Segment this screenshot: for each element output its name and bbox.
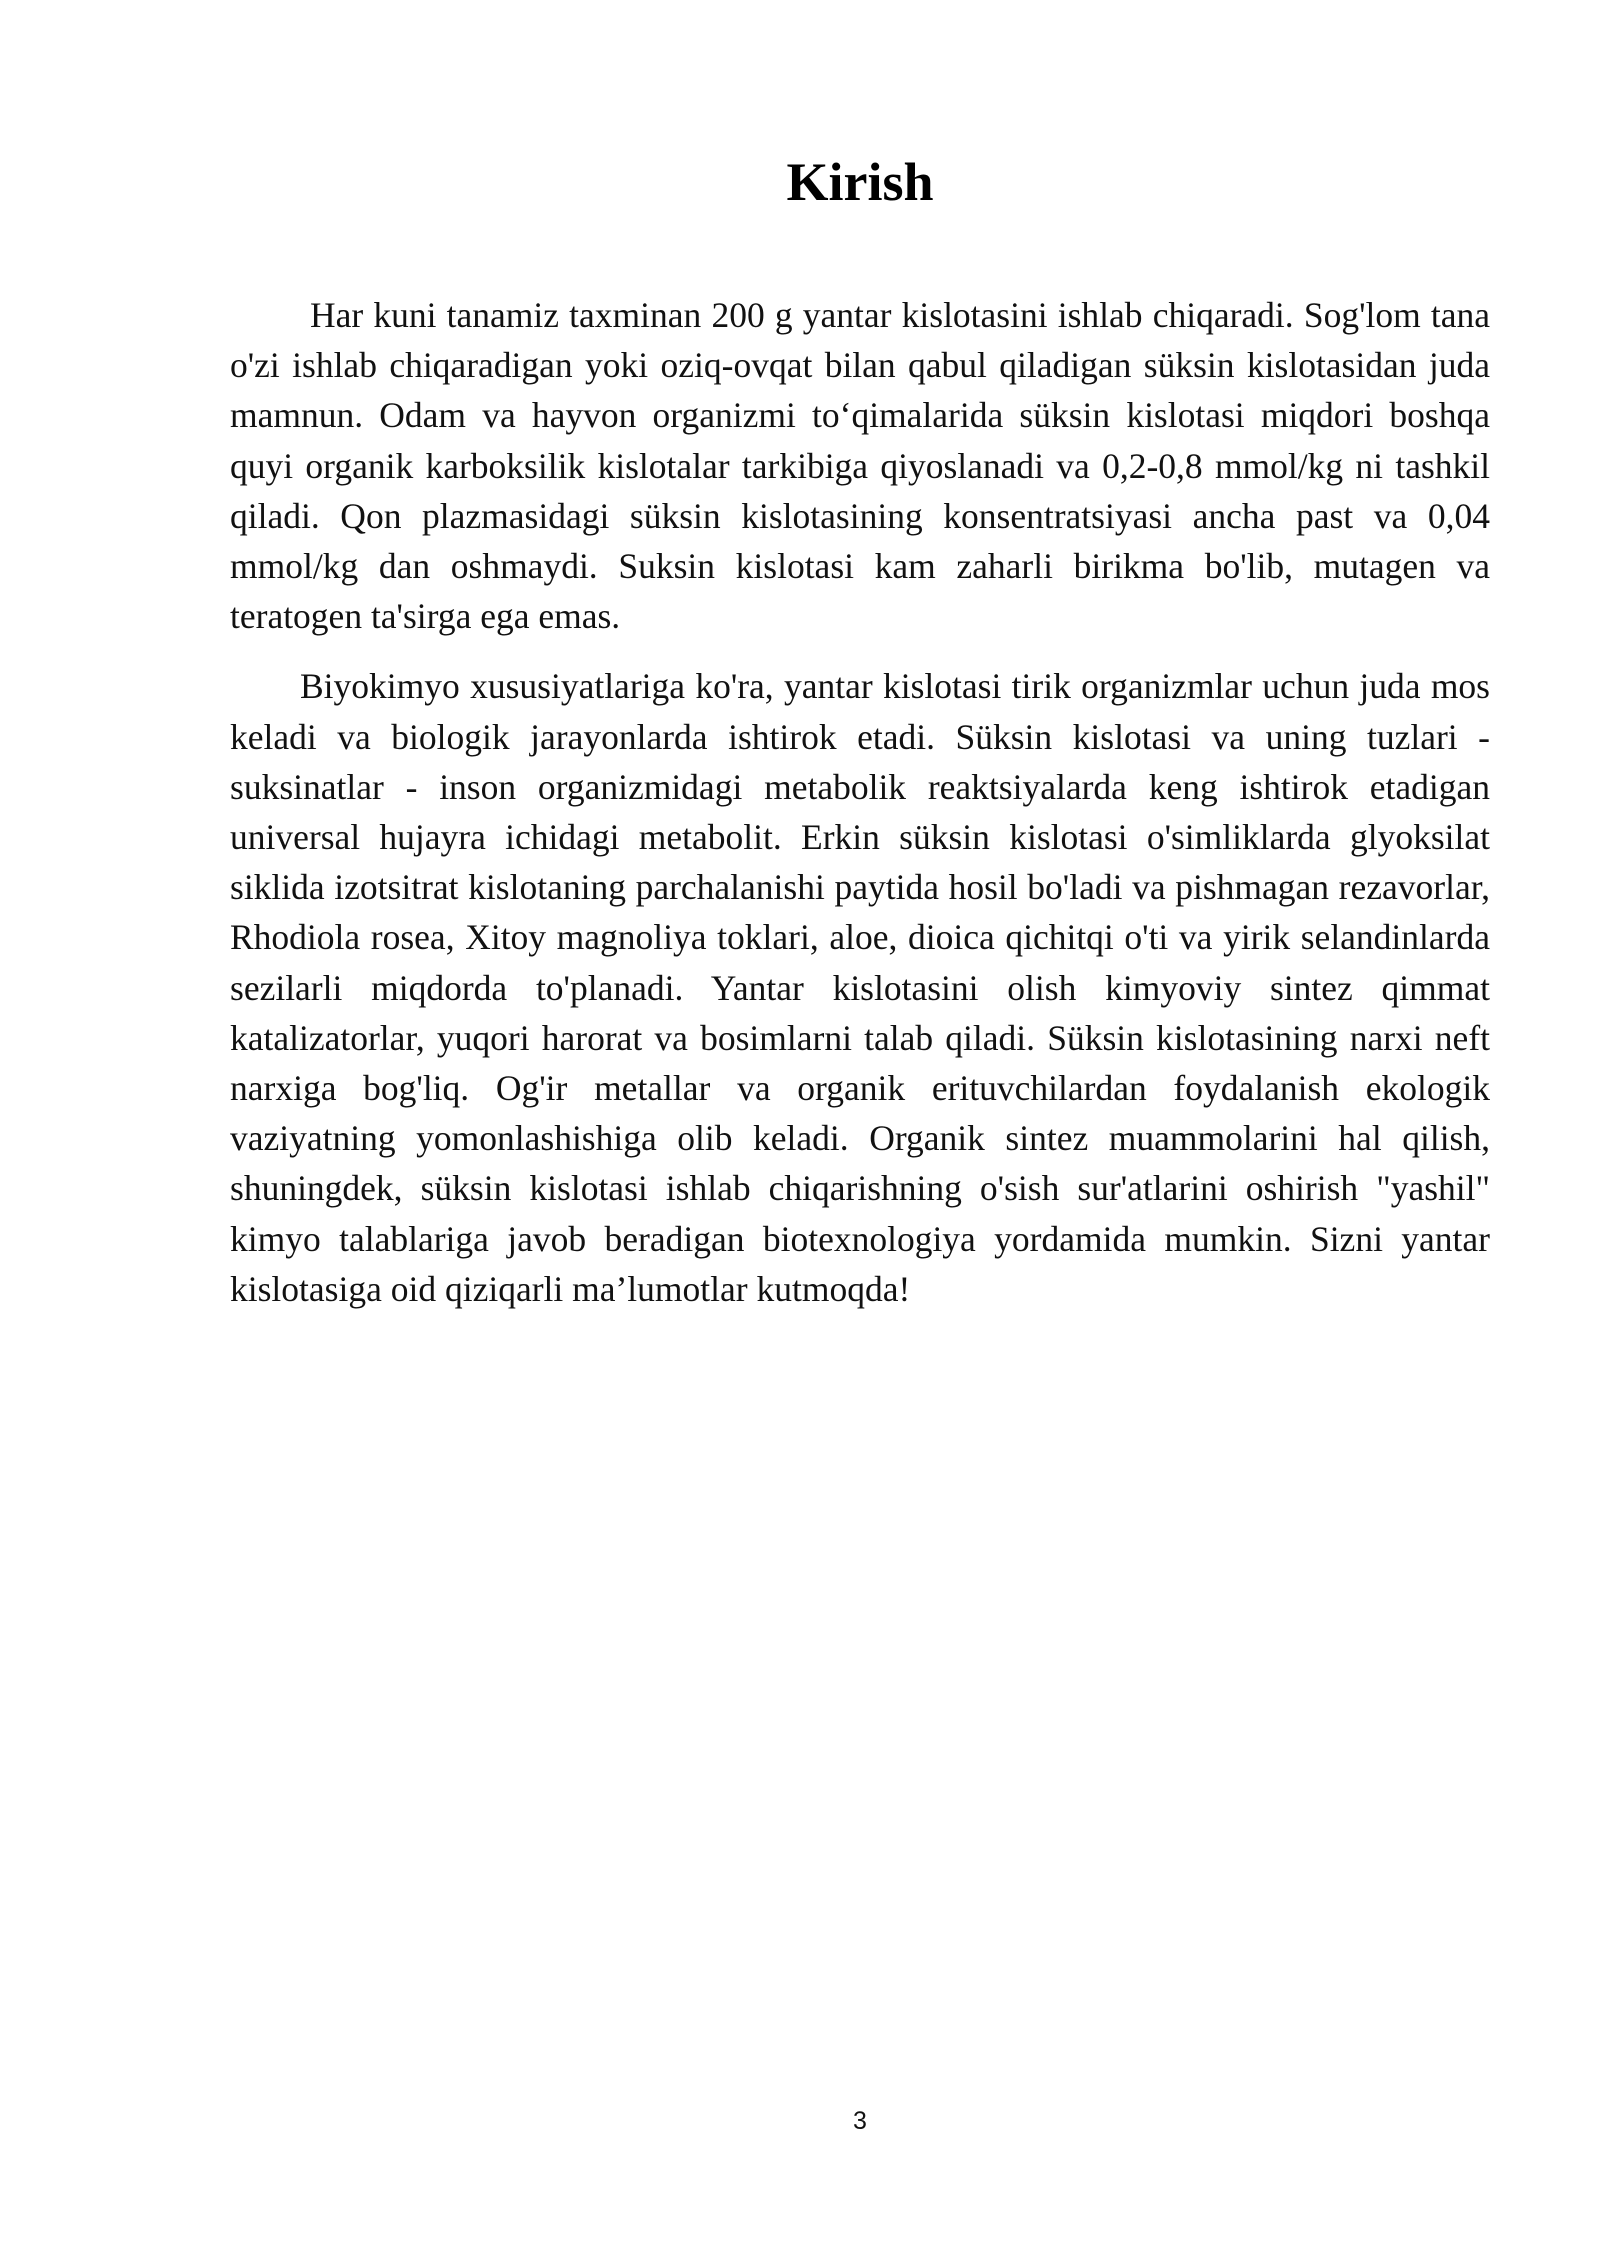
page-title: Kirish [786, 152, 934, 212]
paragraph-1: Har kuni tanamiz taxminan 200 g yantar kislotasini ishlab chiqaradi. Sog'lom tana o'zi ishlab chiqaradigan yoki oziq-ovqat bilan qabul qiladigan süksin kislotasidan juda mamnun. Odam va hayvon organizmi to‘qimalarida süksin kislotasi miqdori boshqa quyi organik karboksilik kislotalar tarkibiga qiyoslanadi va 0,2-0,8 mmol/kg ni tashkil qiladi. Qon plazmasidagi süksin kislotasining konsentratsiyasi ancha past va 0,04 mmol/kg dan oshmaydi. Suksin kislotasi kam zaharli birikma bo'lib, mutagen va teratogen ta'sirga ega emas. [230, 295, 1490, 637]
page-number: 3 [853, 2107, 867, 2135]
body-text [230, 290, 1490, 1314]
paragraph-2: Biyokimyo xususiyatlariga ko'ra, yantar kislotasi tirik organizmlar uchun juda mos keladi va biologik jarayonlarda ishtirok etadi. Süksin kislotasi va uning tuzlari - suksinatlar - inson organizmidagi metabolik reaktsiyalarda keng ishtirok etadigan universal hujayra ichidagi metabolit. Erkin süksin kislotasi o'simliklarda glyoksilat siklida izotsitrat kislotaning parchalanishi paytida hosil bo'ladi va pishmagan rezavorlar, Rhodiola rosea, Xitoy magnoliya toklari, aloe, dioica qichitqi o'ti va yirik selandinlarda sezilarli miqdorda to'planadi. Yantar kislotasini olish kimyoviy sintez qimmat katalizatorlar, yuqori harorat va bosimlarni talab qiladi. Süksin kislotasining narxi neft narxiga bog'liq. Og'ir metallar va organik erituvchilardan foydalanish ekologik vaziyatning yomonlashishiga olib keladi. Organik sintez muammolarini hal qilish, shuningdek, süksin kislotasi ishlab chiqarishning o'sish sur'atlarini oshirish "yashil" kimyo talablariga javob beradigan biotexnologiya yordamida mumkin. Sizni yantar kislotasiga oid qiziqarli ma’lumotlar kutmoqda! [230, 666, 1490, 1309]
